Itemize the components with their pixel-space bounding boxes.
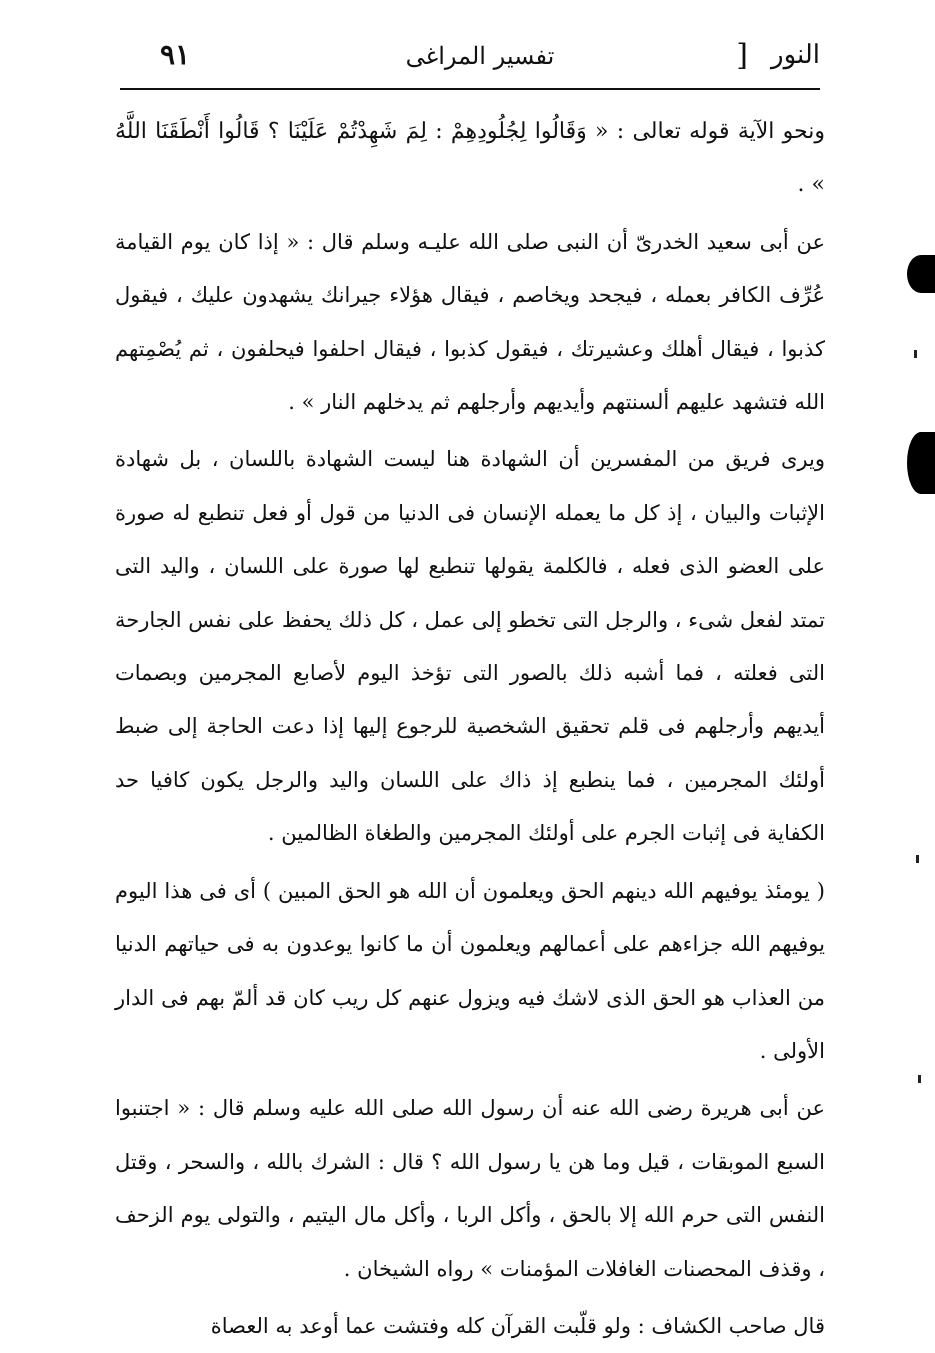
body-text: [115, 105, 825, 1353]
page-header: [120, 30, 820, 90]
paragraph-hadith-hurayra: عن أبى هريرة رضى الله عنه أن رسول الله صلى الله عليه وسلم قال : « اجتنبوا السبع الموبقات ، قيل وما هن يا رسول الله ؟ قال : الشرك بالله ، والسحر ، وقتل النفس التى حرم الله إلا بالحق ، وأكل الربا ، وأكل مال اليتيم ، والتولى يوم الزحف ، وقذف المحصنات الغافلات المؤمنات » رواه الشيخان .: [115, 1096, 825, 1281]
book-title: تفسير المراغى: [405, 42, 555, 70]
header-bracket: ]: [736, 38, 748, 73]
page-number: ٩١: [160, 38, 191, 71]
scan-margin-marks: [895, 0, 935, 1309]
paragraph-kashshaf: قال صاحب الكشاف : ولو قلّبت القرآن كله وفتشت عما أوعد به العصاة: [210, 1313, 825, 1338]
header-rule: [120, 88, 820, 90]
binding-hole-mark: [907, 255, 935, 293]
paragraph-hadith-khudri: عن أبى سعيد الخدرىّ أن النبى صلى الله عليـه وسلم قال : « إذا كان يوم القيامة عُرِّف الكافر بعمله ، فيجحد ويخاصم ، فيقال هؤلاء جيرانك يشهدون عليك ، فيقول كذبوا ، فيقال أهلك وعشيرتك ، فيقول كذبوا ، فيقال احلفوا فيحلفون ، ثم يُصْمِتهم الله فتشهد عليهم ألسنتهم وأيديهم وأرجلهم ثم يدخلهم النار » .: [115, 229, 825, 415]
paragraph-verse-explanation: ( يومئذ يوفيهم الله دينهم الحق ويعلمون أن الله هو الحق المبين ) أى فى هذا اليوم يوفيهم الله جزاءهم على أعمالهم ويعلمون أن ما كانوا يوعدون به فى حياتهم الدنيا من العذاب هو الحق الذى لاشك فيه ويزول عنهم كل ريب كان قد ألمّ بهم فى الدار الأولى .: [115, 878, 825, 1063]
paragraph-verse-quote: ونحو الآية قوله تعالى : « وَقَالُوا لِجُلُودِهِمْ : لِمَ شَهِدْتُمْ عَلَيْنَا ؟ قَالُوا أَنْطَقَنَا اللَّهُ » .: [115, 119, 825, 198]
surah-name: النور: [771, 40, 820, 70]
scan-speck: [918, 1075, 921, 1083]
scan-speck: [914, 350, 917, 358]
paragraph-commentary: ويرى فريق من المفسرين أن الشهادة هنا ليست الشهادة باللسان ، بل شهادة الإثبات والبيان ، إذ كل ما يعمله الإنسان فى الدنيا من قول أو فعل تنطبع له صورة على العضو الذى فعله ، فالكلمة يقولها تنطبع لها صورة على اللسان ، واليد التى تمتد لفعل شىء ، والرجل التى تخطو إلى عمل ، كل ذلك يحفظ على نفس الجارحة التى فعلته ، فما أشبه ذلك بالصور التى تؤخذ اليوم لأصابع المجرمين وبصمات أيديهم وأرجلهم فى قلم تحقيق الشخصية للرجوع إليها إذا دعت الحاجة إلى ضبط أولئك المجرمين ، فما ينطبع إذ ذاك على اللسان واليد والرجل يكون كافيا حد الكفاية فى إثبات الجرم على أولئك المجرمين والطغاة الظالمين .: [115, 447, 825, 846]
binding-hole-mark: [907, 432, 935, 494]
scan-speck: [916, 855, 919, 863]
